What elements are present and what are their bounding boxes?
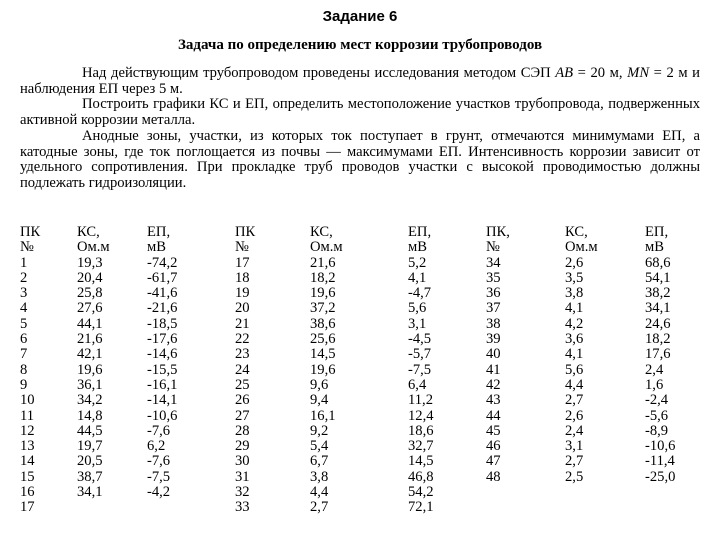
table-cell: 6: [20, 331, 28, 348]
table-cell: ПК,: [486, 224, 510, 240]
table-cell: -74,2: [147, 254, 178, 271]
table-cell: 1,6: [645, 376, 664, 393]
table-cell: Ом.м: [565, 239, 598, 256]
table-cell: 34,1: [645, 300, 671, 317]
table-row: [20, 439, 700, 454]
paragraph-explanation: Анодные зоны, участки, из которых ток поступает в грунт, отмечаются минимумами ЕП, а катодные зоны, где ток поглощается из почвы — максимумами ЕП. Интенсивность коррозии зависит от удельного сопротивления. При прокладке труб проводов участки с высокой проводимостью должны подлежать гидроизоляции.: [20, 127, 700, 191]
table-cell: 28: [235, 422, 250, 439]
table-cell: ПК: [235, 224, 256, 240]
paragraph-task: Построить графики КС и ЕП, определить местоположение участков трубопровода, подверженных активной коррозии металла.: [20, 96, 700, 129]
table-row: [20, 332, 700, 347]
ab-symbol: АВ: [555, 65, 574, 81]
table-cell: 43: [486, 392, 501, 409]
table-cell: 12,4: [408, 407, 434, 424]
table-cell: 36,1: [77, 376, 103, 393]
table-cell: 41: [486, 361, 501, 378]
table-row: [20, 393, 700, 408]
table-cell: 29: [235, 438, 250, 455]
table-cell: КС,: [310, 224, 333, 240]
table-cell: 3,5: [565, 269, 584, 286]
table-cell: 5,6: [408, 300, 427, 317]
table-cell: 3: [20, 285, 28, 302]
table-header-row: [20, 240, 700, 255]
table-row: [20, 454, 700, 469]
table-cell: -4,7: [408, 285, 432, 302]
table-header-row: [20, 225, 700, 240]
table-cell: 48: [486, 468, 501, 485]
table-cell: 4,2: [565, 315, 584, 332]
table-cell: -10,6: [645, 438, 676, 455]
table-row: [20, 485, 700, 500]
table-cell: 40: [486, 346, 501, 363]
table-cell: 72,1: [408, 499, 434, 516]
table-cell: 34,1: [77, 484, 103, 501]
table-cell: 16: [20, 484, 35, 501]
table-cell: 18,2: [310, 269, 336, 286]
table-cell: 20,4: [77, 269, 103, 286]
table-row: [20, 271, 700, 286]
table-cell: 34: [486, 254, 501, 271]
table-cell: 12: [20, 422, 35, 439]
table-cell: 25,6: [310, 331, 336, 348]
table-cell: 22: [235, 331, 250, 348]
paragraph-method: Над действующим трубопроводом проведены исследования методом СЭП АВ = 20 м, MN = 2 м и наблюдения ЕП через 5 м.: [20, 65, 700, 97]
table-cell: 3,1: [408, 315, 427, 332]
table-cell: 16,1: [310, 407, 336, 424]
table-cell: 5,6: [565, 361, 584, 378]
table-cell: 2,7: [565, 392, 584, 409]
table-cell: 9,2: [310, 422, 329, 439]
table-row: [20, 363, 700, 378]
table-cell: 24: [235, 361, 250, 378]
table-cell: 17: [20, 499, 35, 516]
table-cell: -14,6: [147, 346, 178, 363]
table-cell: 44: [486, 407, 501, 424]
table-cell: 4: [20, 300, 28, 317]
table-cell: №: [20, 239, 34, 256]
table-cell: 21,6: [310, 254, 336, 271]
table-row: [20, 256, 700, 271]
table-cell: 10: [20, 392, 35, 409]
table-cell: -18,5: [147, 315, 178, 332]
table-cell: 19,7: [77, 438, 103, 455]
table-cell: 38,7: [77, 468, 103, 485]
table-cell: 4,1: [408, 269, 427, 286]
table-cell: КС,: [77, 224, 100, 240]
table-cell: 2,7: [310, 499, 329, 516]
table-cell: 5,2: [408, 254, 427, 271]
table-cell: 30: [235, 453, 250, 470]
table-cell: -17,6: [147, 331, 178, 348]
table-cell: 2,6: [565, 407, 584, 424]
table-cell: мВ: [147, 239, 166, 256]
table-cell: -16,1: [147, 376, 178, 393]
table-cell: 46,8: [408, 468, 434, 485]
table-cell: 4,4: [310, 484, 329, 501]
table-cell: мВ: [408, 239, 427, 256]
table-cell: Ом.м: [77, 239, 110, 256]
table-row: [20, 500, 700, 515]
table-cell: 6,7: [310, 453, 329, 470]
table-cell: -7,5: [147, 468, 171, 485]
table-cell: ЕП,: [645, 224, 669, 240]
table-cell: 38: [486, 315, 501, 332]
table-cell: ЕП,: [408, 224, 432, 240]
table-cell: 9,6: [310, 376, 329, 393]
table-cell: 19,3: [77, 254, 103, 271]
table-cell: 5,4: [310, 438, 329, 455]
table-cell: 45: [486, 422, 501, 439]
table-cell: -8,9: [645, 422, 669, 439]
table-cell: 3,8: [310, 468, 329, 485]
table-cell: КС,: [565, 224, 588, 240]
table-cell: 6,2: [147, 438, 166, 455]
table-cell: -7,6: [147, 422, 171, 439]
table-cell: 2,5: [565, 468, 584, 485]
table-cell: -4,5: [408, 331, 432, 348]
table-cell: 9: [20, 376, 28, 393]
table-cell: 17,6: [645, 346, 671, 363]
table-cell: ЕП,: [147, 224, 171, 240]
table-cell: 35: [486, 269, 501, 286]
table-cell: 24,6: [645, 315, 671, 332]
table-cell: 4,4: [565, 376, 584, 393]
table-cell: 3,8: [565, 285, 584, 302]
table-cell: №: [486, 239, 500, 256]
table-row: [20, 301, 700, 316]
table-cell: 14,8: [77, 407, 103, 424]
table-cell: 33: [235, 499, 250, 516]
table-cell: -25,0: [645, 468, 676, 485]
table-cell: -10,6: [147, 407, 178, 424]
table-cell: 4,1: [565, 300, 584, 317]
table-cell: -21,6: [147, 300, 178, 317]
table-cell: 46: [486, 438, 501, 455]
mn-symbol: MN: [627, 65, 650, 81]
table-cell: 14: [20, 453, 35, 470]
table-row: [20, 347, 700, 362]
table-cell: 6,4: [408, 376, 427, 393]
table-cell: -14,1: [147, 392, 178, 409]
table-cell: 38,6: [310, 315, 336, 332]
table-cell: 38,2: [645, 285, 671, 302]
table-cell: -5,6: [645, 407, 669, 424]
table-cell: 44,1: [77, 315, 103, 332]
table-cell: 7: [20, 346, 28, 363]
measurements-table: [20, 225, 700, 516]
table-cell: 34,2: [77, 392, 103, 409]
table-cell: ПК: [20, 224, 41, 240]
table-cell: 44,5: [77, 422, 103, 439]
table-cell: 42: [486, 376, 501, 393]
table-cell: 47: [486, 453, 501, 470]
table-cell: -7,5: [408, 361, 432, 378]
table-cell: 14,5: [408, 453, 434, 470]
table-cell: 21,6: [77, 331, 103, 348]
table-cell: 11: [20, 407, 35, 424]
table-cell: 2,7: [565, 453, 584, 470]
table-cell: 25: [235, 376, 250, 393]
table-row: [20, 470, 700, 485]
table-cell: 2,4: [565, 422, 584, 439]
table-cell: 9,4: [310, 392, 329, 409]
table-cell: №: [235, 239, 249, 256]
table-cell: 18,6: [408, 422, 434, 439]
table-cell: 4,1: [565, 346, 584, 363]
table-cell: 2,6: [565, 254, 584, 271]
table-cell: 14,5: [310, 346, 336, 363]
table-cell: 17: [235, 254, 250, 271]
table-cell: 2: [20, 269, 28, 286]
table-cell: 26: [235, 392, 250, 409]
table-cell: -41,6: [147, 285, 178, 302]
task-heading: Задача по определению мест коррозии трубопроводов: [177, 37, 543, 53]
table-cell: 23: [235, 346, 250, 363]
table-cell: 19,6: [310, 285, 336, 302]
table-cell: 1: [20, 254, 28, 271]
table-cell: -7,6: [147, 453, 171, 470]
table-cell: 18,2: [645, 331, 671, 348]
table-cell: 37,2: [310, 300, 336, 317]
table-row: [20, 409, 700, 424]
table-cell: 31: [235, 468, 250, 485]
table-row: [20, 286, 700, 301]
table-cell: 18: [235, 269, 250, 286]
task-description: [20, 66, 700, 192]
table-cell: 13: [20, 438, 35, 455]
table-cell: 3,6: [565, 331, 584, 348]
table-cell: 20: [235, 300, 250, 317]
table-cell: мВ: [645, 239, 664, 256]
table-row: [20, 378, 700, 393]
table-cell: 25,8: [77, 285, 103, 302]
table-cell: 2,4: [645, 361, 664, 378]
table-cell: -11,4: [645, 453, 675, 470]
table-cell: Ом.м: [310, 239, 343, 256]
table-cell: -61,7: [147, 269, 178, 286]
table-cell: 19,6: [77, 361, 103, 378]
table-cell: 32: [235, 484, 250, 501]
table-cell: 19: [235, 285, 250, 302]
table-cell: 39: [486, 331, 501, 348]
table-cell: -5,7: [408, 346, 432, 363]
table-cell: 32,7: [408, 438, 434, 455]
table-cell: 36: [486, 285, 501, 302]
table-cell: -2,4: [645, 392, 669, 409]
table-cell: -4,2: [147, 484, 171, 501]
table-cell: 42,1: [77, 346, 103, 363]
table-cell: 54,2: [408, 484, 434, 501]
page-title: Задание 6: [322, 8, 398, 25]
table-cell: 20,5: [77, 453, 103, 470]
table-cell: 15: [20, 468, 35, 485]
table-cell: 68,6: [645, 254, 671, 271]
table-row: [20, 317, 700, 332]
table-cell: 27,6: [77, 300, 103, 317]
table-cell: 37: [486, 300, 501, 317]
table-cell: 54,1: [645, 269, 671, 286]
table-row: [20, 424, 700, 439]
table-cell: 21: [235, 315, 250, 332]
table-cell: -15,5: [147, 361, 178, 378]
table-cell: 8: [20, 361, 28, 378]
table-cell: 3,1: [565, 438, 584, 455]
table-cell: 11,2: [408, 392, 433, 409]
table-cell: 5: [20, 315, 28, 332]
table-cell: 27: [235, 407, 250, 424]
table-cell: 19,6: [310, 361, 336, 378]
